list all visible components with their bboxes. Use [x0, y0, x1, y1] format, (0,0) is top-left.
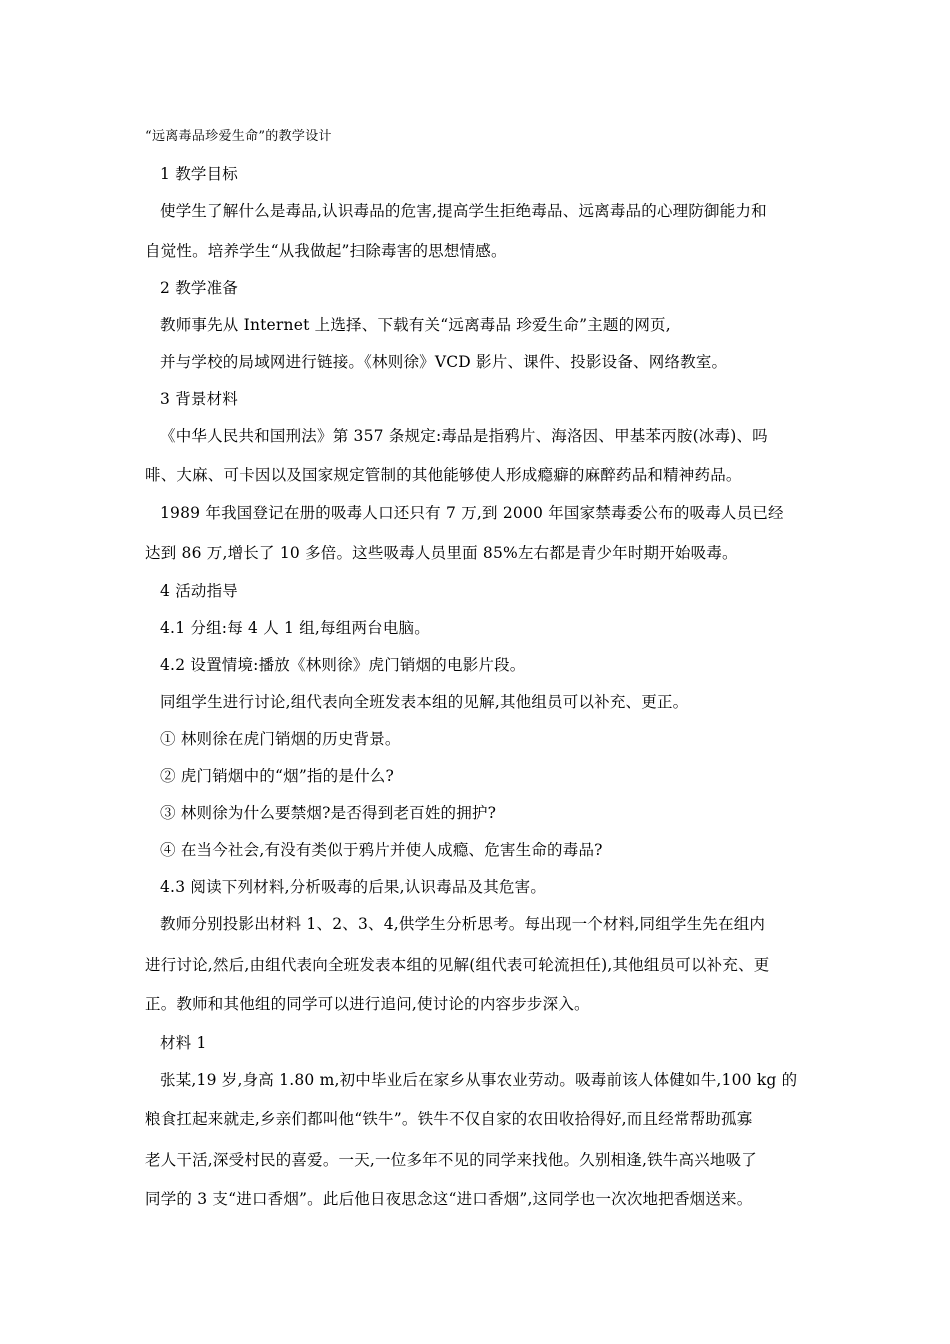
paragraph-line: 啡、大麻、可卡因以及国家规定管制的其他能够使人形成瘾癖的麻醉药品和精神药品。 [145, 466, 742, 484]
paragraph-line: 教师事先从 Internet 上选择、下载有关“远离毒品 珍爱生命”主题的网页, [160, 316, 671, 334]
paragraph-line: 4.3 阅读下列材料,分析吸毒的后果,认识毒品及其危害。 [160, 878, 547, 896]
list-item: ① 林则徐在虎门销烟的历史背景。 [160, 730, 401, 748]
paragraph-line: 粮食扛起来就走,乡亲们都叫他“铁牛”。铁牛不仅自家的农田收拾得好,而且经常帮助孤寡 [145, 1110, 753, 1128]
paragraph-line: 《中华人民共和国刑法》第 357 条规定:毒品是指鸦片、海洛因、甲基苯丙胺(冰毒)、吗 [160, 427, 768, 445]
paragraph-line: 4.2 设置情境:播放《林则徐》虎门销烟的电影片段。 [160, 656, 526, 674]
section-heading-preparation: 2 教学准备 [160, 279, 238, 297]
paragraph-line: 老人干活,深受村民的喜爱。一天,一位多年不见的同学来找他。久别相逢,铁牛高兴地吸了 [145, 1151, 757, 1169]
paragraph-line: 同组学生进行讨论,组代表向全班发表本组的见解,其他组员可以补充、更正。 [160, 693, 689, 711]
paragraph-line: 同学的 3 支“进口香烟”。此后他日夜思念这“进口香烟”,这同学也一次次地把香烟送来。 [145, 1190, 753, 1208]
paragraph-line: 张某,19 岁,身高 1.80 m,初中毕业后在家乡从事农业劳动。吸毒前该人体健如牛,100 kg 的 [160, 1071, 798, 1089]
paragraph-line: 教师分别投影出材料 1、2、3、4,供学生分析思考。每出现一个材料,同组学生先在组内 [160, 915, 766, 933]
paragraph-line: 达到 86 万,增长了 10 多倍。这些吸毒人员里面 85%左右都是青少年时期开始吸毒。 [145, 544, 738, 562]
paragraph-line: 并与学校的局域网进行链接。《林则徐》VCD 影片、课件、投影设备、网络教室。 [160, 353, 728, 371]
list-item: ② 虎门销烟中的“烟”指的是什么? [160, 767, 394, 785]
section-heading-activity: 4 活动指导 [160, 582, 238, 600]
list-item: ③ 林则徐为什么要禁烟?是否得到老百姓的拥护? [160, 804, 497, 822]
paragraph-line: 正。教师和其他组的同学可以进行追问,使讨论的内容步步深入。 [145, 995, 590, 1013]
material-heading: 材料 1 [160, 1034, 207, 1052]
paragraph-line: 自觉性。培养学生“从我做起”扫除毒害的思想情感。 [145, 242, 507, 260]
paragraph-line: 进行讨论,然后,由组代表向全班发表本组的见解(组代表可轮流担任),其他组员可以补充、更 [145, 956, 770, 974]
paragraph-line: 1989 年我国登记在册的吸毒人口还只有 7 万,到 2000 年国家禁毒委公布的吸毒人员已经 [160, 504, 784, 522]
section-heading-background: 3 背景材料 [160, 390, 238, 408]
document-title: “远离毒品珍爱生命”的教学设计 [145, 129, 332, 144]
paragraph-line: 使学生了解什么是毒品,认识毒品的危害,提高学生拒绝毒品、远离毒品的心理防御能力和 [160, 202, 767, 220]
paragraph-line: 4.1 分组:每 4 人 1 组,每组两台电脑。 [160, 619, 430, 637]
section-heading-objectives: 1 教学目标 [160, 165, 238, 183]
list-item: ④ 在当今社会,有没有类似于鸦片并使人成瘾、危害生命的毒品? [160, 841, 603, 859]
